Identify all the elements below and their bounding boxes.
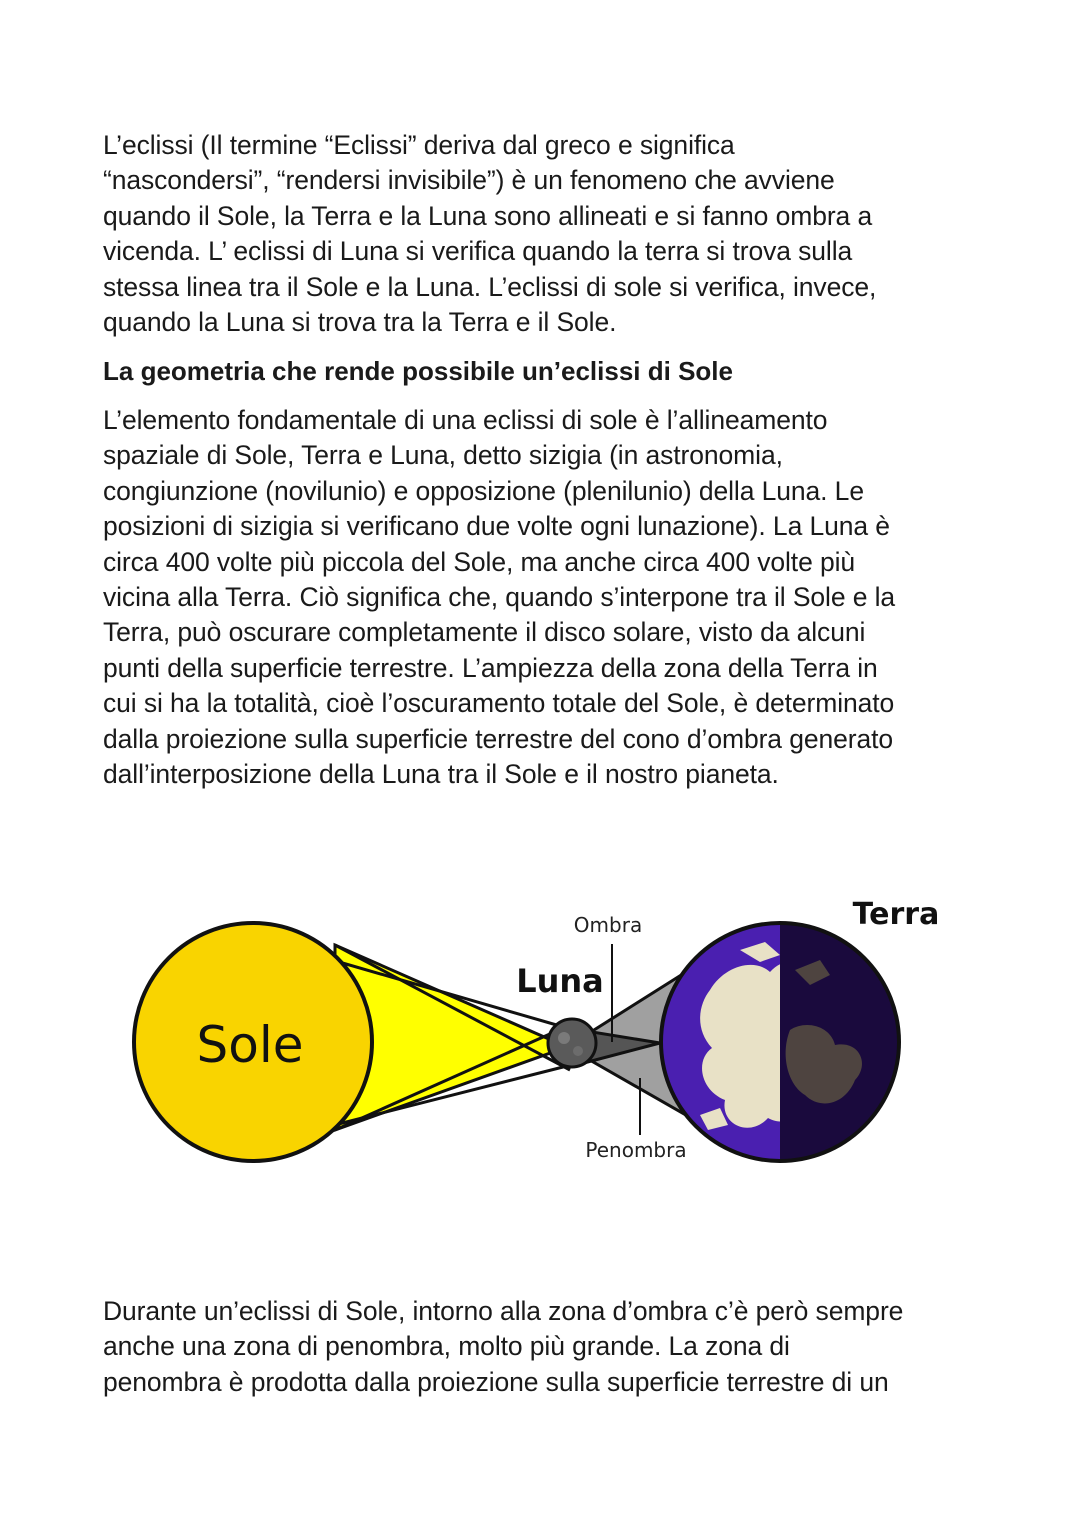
- text-line: L’elemento fondamentale di una eclissi di sole è l’allineamento: [103, 405, 828, 435]
- text-line: spaziale di Sole, Terra e Luna, detto sizigia (in astronomia,: [103, 440, 783, 471]
- text-line: vicina alla Terra. Ciò significa che, quando s’interpone tra il Sole e la: [103, 582, 896, 613]
- intro-paragraph: [103, 128, 983, 340]
- geometry-paragraph: [103, 403, 983, 792]
- umbra-label: Ombra: [573, 913, 643, 937]
- text-line: Durante un’eclissi di Sole, intorno alla zona d’ombra c’è però sempre: [103, 1296, 904, 1326]
- text-line: dall’interposizione della Luna tra il Sole e il nostro pianeta.: [103, 759, 779, 790]
- text-line: punti della superficie terrestre. L’ampiezza della zona della Terra in: [103, 652, 878, 683]
- text-line: circa 400 volte più piccola del Sole, ma anche circa 400 volte più: [103, 546, 856, 577]
- text-line: stessa linea tra il Sole e la Luna. L’eclissi di sole si verifica, invece,: [103, 271, 877, 302]
- text-line: posizioni di sizigia si verificano due volte ogni lunazione). La Luna è: [103, 511, 890, 542]
- text-line: penombra è prodotta dalla proiezione sulla superficie terrestre di un: [103, 1366, 889, 1397]
- earth-label: Terra: [852, 897, 940, 932]
- moon-crater: [558, 1032, 570, 1044]
- text-line: congiunzione (novilunio) e opposizione (plenilunio) della Luna. Le: [103, 475, 864, 506]
- text-line: anche una zona di penombra, molto più grande. La zona di: [103, 1331, 790, 1362]
- text-line: L’eclissi (Il termine “Eclissi” deriva dal greco e significa: [103, 130, 735, 160]
- moon: [548, 1019, 596, 1067]
- sun-label: Sole: [196, 1016, 304, 1074]
- solar-eclipse-diagram: [100, 880, 980, 1180]
- text-line: quando il Sole, la Terra e la Luna sono allineati e si fanno ombra a: [103, 200, 873, 231]
- closing-paragraph: [103, 1294, 983, 1400]
- text-line: cui si ha la totalità, cioè l’oscuramento totale del Sole, è determinato: [103, 688, 895, 719]
- text-line: vicenda. L’ eclissi di Luna si verifica quando la terra si trova sulla: [103, 236, 853, 267]
- penumbra-label: Penombra: [585, 1138, 687, 1162]
- text-line: Terra, può oscurare completamente il disco solare, visto da alcuni: [103, 617, 866, 648]
- text-line: “nascondersi”, “rendersi invisibile”) è un fenomeno che avviene: [103, 165, 835, 196]
- earth: [661, 910, 920, 1180]
- text-line: dalla proiezione sulla superficie terrestre del cono d’ombra generato: [103, 723, 894, 754]
- moon-label: Luna: [516, 962, 604, 1000]
- text-line: quando la Luna si trova tra la Terra e il Sole.: [103, 307, 617, 338]
- section-heading: La geometria che rende possibile un’eclissi di Sole: [103, 356, 733, 386]
- moon-crater: [573, 1046, 583, 1056]
